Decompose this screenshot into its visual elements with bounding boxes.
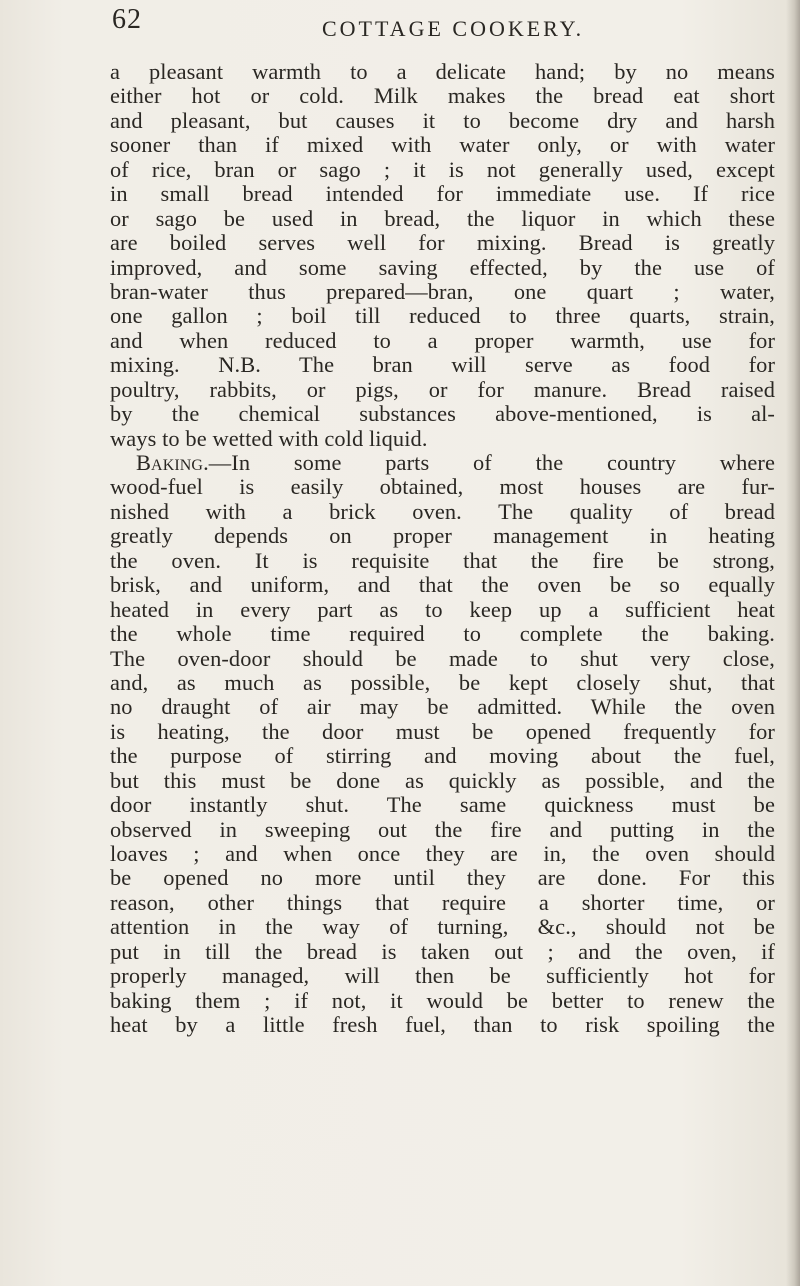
text-line: In some parts of the country where xyxy=(231,450,775,475)
text-line: poultry, rabbits, or pigs, or for manure. Bread raised xyxy=(110,376,775,402)
text-line: wood-fuel is easily obtained, most houses are fur- xyxy=(110,474,775,500)
text-line: mixing. N.B. The bran will serve as food for xyxy=(110,352,775,378)
text-line: a pleasant warmth to a delicate hand; by no means xyxy=(110,59,775,84)
section-first-line xyxy=(110,451,775,475)
text-line: and pleasant, but causes it to become dry and harsh xyxy=(110,107,775,133)
text-line: in small bread intended for immediate use. If rice xyxy=(110,181,775,207)
text-line: brisk, and uniform, and that the oven be so equally xyxy=(110,572,775,598)
text-line: sooner than if mixed with water only, or with water xyxy=(110,132,775,158)
text-line: observed in sweeping out the fire and putting in the xyxy=(110,816,775,842)
text-line: is heating, the door must be opened frequently for xyxy=(110,718,775,744)
text-line: and, as much as possible, be kept closely shut, that xyxy=(110,669,775,695)
text-line: The oven-door should be made to shut very close, xyxy=(110,645,775,671)
text-line: the oven. It is requisite that the fire be strong, xyxy=(110,547,775,573)
text-line: loaves ; and when once they are in, the oven should xyxy=(110,841,775,866)
page-header xyxy=(112,4,772,54)
text-line: reason, other things that require a shorter time, or xyxy=(110,889,775,915)
text-line: one gallon ; boil till reduced to three quarts, strain, xyxy=(110,303,775,329)
text-line: are boiled serves well for mixing. Bread is greatly xyxy=(110,230,775,256)
text-line: or sago be used in bread, the liquor in which these xyxy=(110,205,775,231)
page-edge-shadow xyxy=(786,0,800,1286)
text-line: but this must be done as quickly as possible, and the xyxy=(110,767,775,793)
text-line: attention in the way of turning, &c., should not be xyxy=(110,914,775,940)
text-line: baking them ; if not, it would be better to renew the xyxy=(110,987,775,1013)
text-line: no draught of air may be admitted. While the oven xyxy=(110,694,775,720)
text-line: either hot or cold. Milk makes the bread eat short xyxy=(110,83,775,109)
text-line: improved, and some saving effected, by the use of xyxy=(110,254,775,280)
text-line: of rice, bran or sago ; it is not generally used, except xyxy=(110,156,775,182)
body-text xyxy=(110,60,775,1038)
section-heading: Baking.— xyxy=(136,450,232,475)
page-number: 62 xyxy=(112,4,142,35)
text-line: and when reduced to a proper warmth, use for xyxy=(110,327,775,353)
text-line: by the chemical substances above-mentioned, is al- xyxy=(110,401,775,427)
text-line: door instantly shut. The same quickness must be xyxy=(110,792,775,818)
running-head: COTTAGE COOKERY. xyxy=(322,16,585,41)
text-line: the purpose of stirring and moving about the fuel, xyxy=(110,743,775,769)
text-line: heat by a little fresh fuel, than to risk spoiling the xyxy=(110,1012,775,1038)
text-line: be opened no more until they are done. For this xyxy=(110,865,775,891)
text-line: nished with a brick oven. The quality of bread xyxy=(110,498,775,524)
text-line: heated in every part as to keep up a sufficient heat xyxy=(110,596,775,622)
text-line: bran-water thus prepared—bran, one quart ; water, xyxy=(110,278,775,304)
text-line: the whole time required to complete the baking. xyxy=(110,621,775,647)
text-line: put in till the bread is taken out ; and the oven, if xyxy=(110,938,775,964)
text-line: ways to be wetted with cold liquid. xyxy=(110,425,428,451)
text-line: greatly depends on proper management in heating xyxy=(110,523,775,549)
text-line: properly managed, will then be sufficiently hot for xyxy=(110,963,775,989)
